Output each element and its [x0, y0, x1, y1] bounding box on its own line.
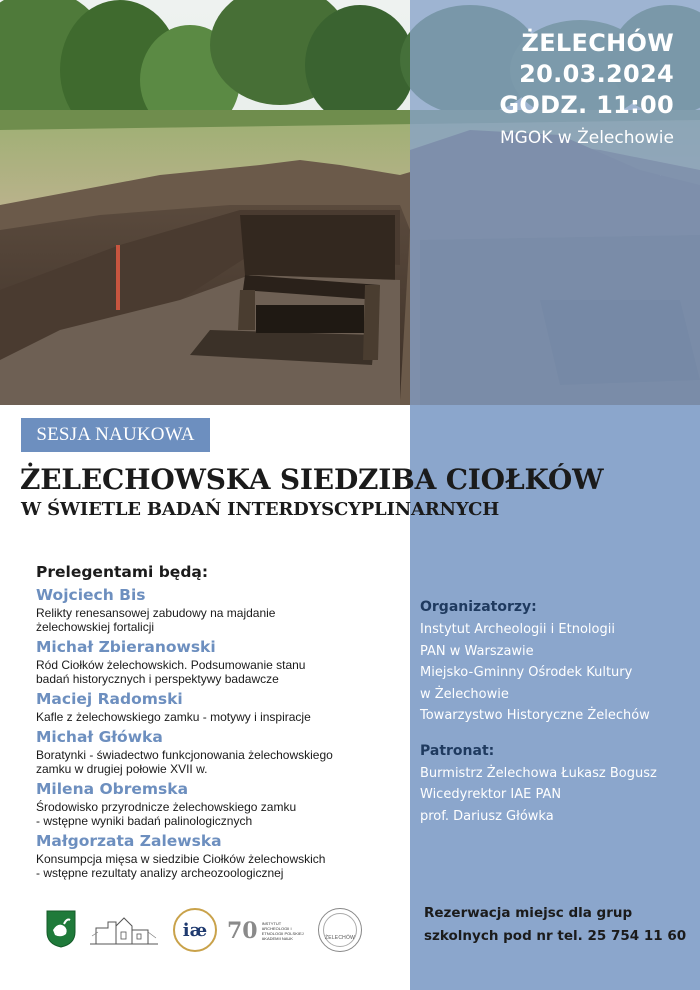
- speaker-name: Michał Zbieranowski: [36, 638, 216, 656]
- topic-line: - wstępne rezultaty analizy archeozoologicznej: [36, 866, 284, 880]
- society-seal-logo: [318, 908, 362, 952]
- iae-logo: [173, 908, 217, 952]
- organizer-line: Miejsko-Gminny Ośrodek Kultury: [420, 665, 633, 680]
- topic-line: badań historycznych i perspektywy badawcze: [36, 672, 279, 686]
- speaker-topic: [36, 710, 404, 724]
- organizers-section: [420, 597, 695, 827]
- event-place: ŻELECHÓW: [521, 29, 674, 57]
- speaker-item: [36, 689, 404, 724]
- speaker-topic: [36, 748, 404, 776]
- speakers-list: [36, 561, 404, 883]
- organizer-line: Towarzystwo Historyczne Żelechów: [420, 708, 650, 723]
- anniversary-logo: [227, 918, 315, 944]
- topic-line: żelechowskiej fortalicji: [36, 620, 155, 634]
- speaker-topic: [36, 800, 404, 828]
- speaker-name: Milena Obremska: [36, 780, 189, 798]
- topic-line: Kafle z żelechowskiego zamku - motywy i inspiracje: [36, 710, 311, 724]
- speaker-topic: [36, 606, 404, 634]
- anniversary-number: 70: [227, 918, 258, 944]
- topic-line: Ród Ciołków żelechowskich. Podsumowanie stanu: [36, 658, 306, 672]
- session-badge: SESJA NAUKOWA: [21, 418, 210, 452]
- speaker-name: Wojciech Bis: [36, 586, 146, 604]
- topic-line: - wstępne wyniki badań palinologicznych: [36, 814, 253, 828]
- topic-line: Konsumpcja mięsa w siedzibie Ciołków żelechowskich: [36, 852, 326, 866]
- iae-mark: iæ: [182, 919, 208, 941]
- organizer-line: PAN w Warszawie: [420, 643, 534, 659]
- patron-line: Wicedyrektor IAE PAN: [420, 787, 562, 802]
- page-title: ŻELECHOWSKA SIEDZIBA CIOŁKÓW: [20, 463, 604, 496]
- topic-line: Boratynki - świadectwo funkcjonowania żelechowskiego: [36, 748, 333, 762]
- event-date: 20.03.2024: [519, 60, 674, 88]
- speaker-item: [36, 637, 404, 686]
- page-subtitle: W ŚWIETLE BADAŃ INTERDYSCYPLINARNYCH: [21, 499, 500, 520]
- organizers-heading: Organizatorzy:: [420, 599, 537, 615]
- society-name: ŻELECHÓW: [325, 935, 355, 941]
- topic-line: Środowisko przyrodnicze żelechowskiego zamku: [36, 800, 297, 814]
- topic-line: Relikty renesansowej zabudowy na majdanie: [36, 606, 276, 620]
- speaker-item: [36, 585, 404, 634]
- logos-row: [40, 906, 410, 956]
- speaker-name: Michał Główka: [36, 728, 163, 746]
- patronage-heading: Patronat:: [420, 742, 495, 759]
- speaker-item: [36, 831, 404, 880]
- speakers-heading: Prelegentami będą:: [36, 563, 209, 581]
- speaker-name: Małgorzata Zalewska: [36, 832, 222, 850]
- institute-name: INSTYTUT ARCHEOLOGII I ETNOLOGII POLSKIEJ AKADEMII NAUK: [261, 921, 304, 941]
- speaker-name: Maciej Radomski: [36, 690, 183, 708]
- reservation-line: szkolnych pod nr tel. 25 754 11 60: [424, 928, 687, 944]
- speaker-item: [36, 779, 404, 828]
- coat-of-arms-logo: [46, 910, 76, 948]
- organizer-line: w Żelechowie: [420, 686, 509, 702]
- speaker-topic: [36, 658, 404, 686]
- speaker-item: [36, 727, 404, 776]
- event-info: [499, 28, 674, 153]
- organizer-line: Instytut Archeologii i Etnologii: [420, 622, 615, 637]
- reservation-line: Rezerwacja miejsc dla grup: [424, 905, 633, 921]
- seal-inner-ring: [323, 913, 357, 947]
- patronage-section: [420, 741, 695, 828]
- patron-line: Burmistrz Żelechowa Łukasz Bogusz: [420, 765, 657, 781]
- reservation-info: [424, 902, 692, 948]
- speaker-topic: [36, 852, 404, 880]
- patron-line: prof. Dariusz Główka: [420, 808, 554, 824]
- topic-line: zamku w drugiej połowie XVII w.: [36, 762, 208, 776]
- event-venue: MGOK w Żelechowie: [500, 128, 674, 148]
- castle-sketch-logo: [88, 912, 160, 948]
- event-time: GODZ. 11:00: [499, 91, 674, 119]
